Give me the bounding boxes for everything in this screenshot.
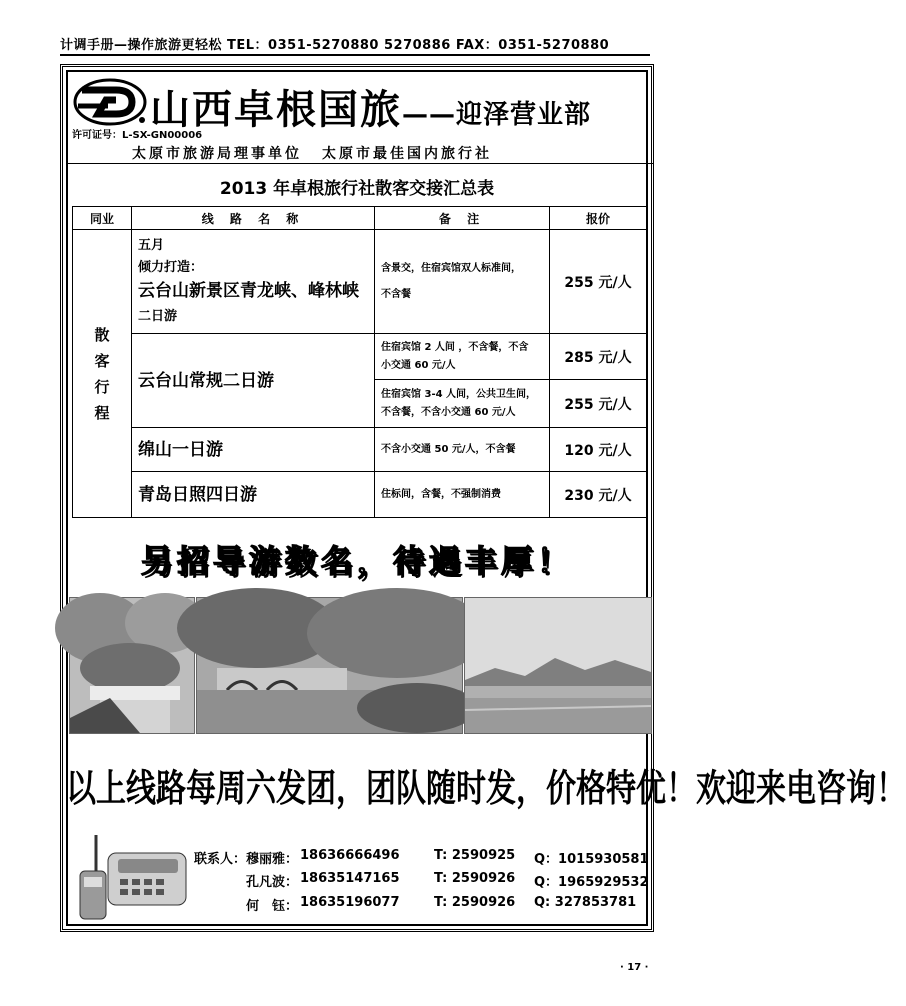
notes-cell — [375, 230, 550, 334]
route-main: 云台山新景区青龙峡、峰林峡 — [138, 281, 359, 301]
photo-stone-bridge — [196, 597, 463, 734]
contact-name: 联系人：穆丽雅： — [193, 852, 298, 867]
table-row — [73, 334, 647, 380]
recruit-banner: 另招导游数名，待遇丰厚！ — [141, 544, 573, 580]
contact-qq: Q：1965929532 — [534, 875, 649, 890]
note-line: 不含餐，不含小交通 60 元/人 — [381, 406, 516, 418]
contact-name: 孔凡波： — [245, 875, 298, 890]
contact-tel: T: 2590926 — [434, 895, 516, 910]
page-number: · 17 · — [620, 962, 649, 973]
route-suffix: 二日游 — [138, 309, 178, 324]
notes-cell — [375, 334, 550, 380]
contact-qq: Q：1015930581 — [534, 852, 649, 867]
table-row — [73, 428, 647, 472]
table-header-row — [73, 207, 647, 230]
contact-qq: Q: 327853781 — [534, 895, 637, 910]
slogan: 以上线路每周六发团，团队随时发，价格特优！欢迎来电咨询！ — [66, 767, 906, 811]
notes-cell — [375, 380, 550, 428]
contact-mobile: 18636666496 — [300, 848, 400, 863]
price-cell: 255 元/人 — [550, 380, 647, 428]
contact-row — [186, 895, 637, 914]
header-peer: 同业 — [73, 207, 132, 230]
contact-tel: T: 2590926 — [434, 871, 516, 886]
table-title: 2013 年卓根旅行社散客交接汇总表 — [219, 179, 495, 199]
tour-table — [72, 206, 647, 518]
company-name-block — [150, 78, 591, 135]
honor-unit-2: 太原市最佳国内旅行社 — [322, 146, 492, 162]
note-line: 不含小交通 50 元/人，不含餐 — [381, 443, 516, 455]
category-char: 散 — [94, 325, 110, 344]
table-row — [73, 230, 647, 334]
telephone-icon — [70, 833, 190, 921]
price-cell: 255 元/人 — [550, 230, 647, 334]
honor-units — [132, 143, 492, 163]
route-cell — [132, 428, 375, 472]
contact-tel: T: 2590925 — [434, 848, 516, 863]
header-rule — [60, 54, 650, 56]
table-row — [73, 472, 647, 518]
company-logo — [72, 76, 148, 128]
top-header — [60, 34, 650, 54]
category-char: 行 — [94, 377, 110, 396]
header-text: 计调手册—操作旅游更轻松 TEL：0351-5270880 5270886 FAX：0351-5270880 — [60, 38, 610, 53]
contact-mobile: 18635147165 — [300, 871, 400, 886]
route-line: 五月 — [138, 238, 165, 253]
route-cell — [132, 334, 375, 428]
route-line: 倾力打造： — [138, 260, 204, 275]
notes-cell — [375, 428, 550, 472]
category-cell — [73, 230, 132, 518]
header-price: 报价 — [550, 207, 647, 230]
note-line: 小交通 60 元/人 — [381, 359, 456, 371]
header-notes: 备 注 — [375, 207, 550, 230]
route-main: 云台山常规二日游 — [138, 370, 274, 391]
notes-cell — [375, 472, 550, 518]
company-name: 山西卓根国旅 — [150, 87, 402, 133]
note-line: 住宿宾馆 2 人间 ，不含餐，不含 — [381, 341, 529, 353]
route-cell — [132, 472, 375, 518]
contact-name: 何 钰： — [245, 899, 298, 914]
honor-unit-1: 太原市旅游局理事单位 — [132, 146, 302, 162]
category-char: 程 — [94, 403, 110, 422]
branch-name: ——迎泽营业部 — [402, 100, 592, 130]
route-main: 绵山一日游 — [138, 439, 223, 460]
title-rule — [66, 163, 654, 164]
price-cell: 285 元/人 — [550, 334, 647, 380]
route-cell — [132, 230, 375, 334]
price-cell: 230 元/人 — [550, 472, 647, 518]
contact-row — [186, 848, 649, 867]
note-line: 不含餐 — [381, 288, 411, 300]
photo-waterfall — [69, 597, 195, 734]
category-char: 客 — [94, 351, 110, 370]
note-line: 住标间，含餐，不强制消费 — [381, 488, 501, 500]
license-number: 许可证号：L-SX-GN00006 — [72, 130, 203, 141]
price-cell: 120 元/人 — [550, 428, 647, 472]
photo-lake-town — [464, 597, 652, 734]
route-main: 青岛日照四日游 — [138, 484, 257, 505]
note-line: 住宿宾馆 3-4 人间，公共卫生间， — [381, 388, 537, 400]
note-line: 含景交，住宿宾馆双人标准间， — [381, 262, 521, 274]
contact-row — [186, 871, 649, 890]
header-route: 线 路 名 称 — [132, 207, 375, 230]
contact-mobile: 18635196077 — [300, 895, 400, 910]
